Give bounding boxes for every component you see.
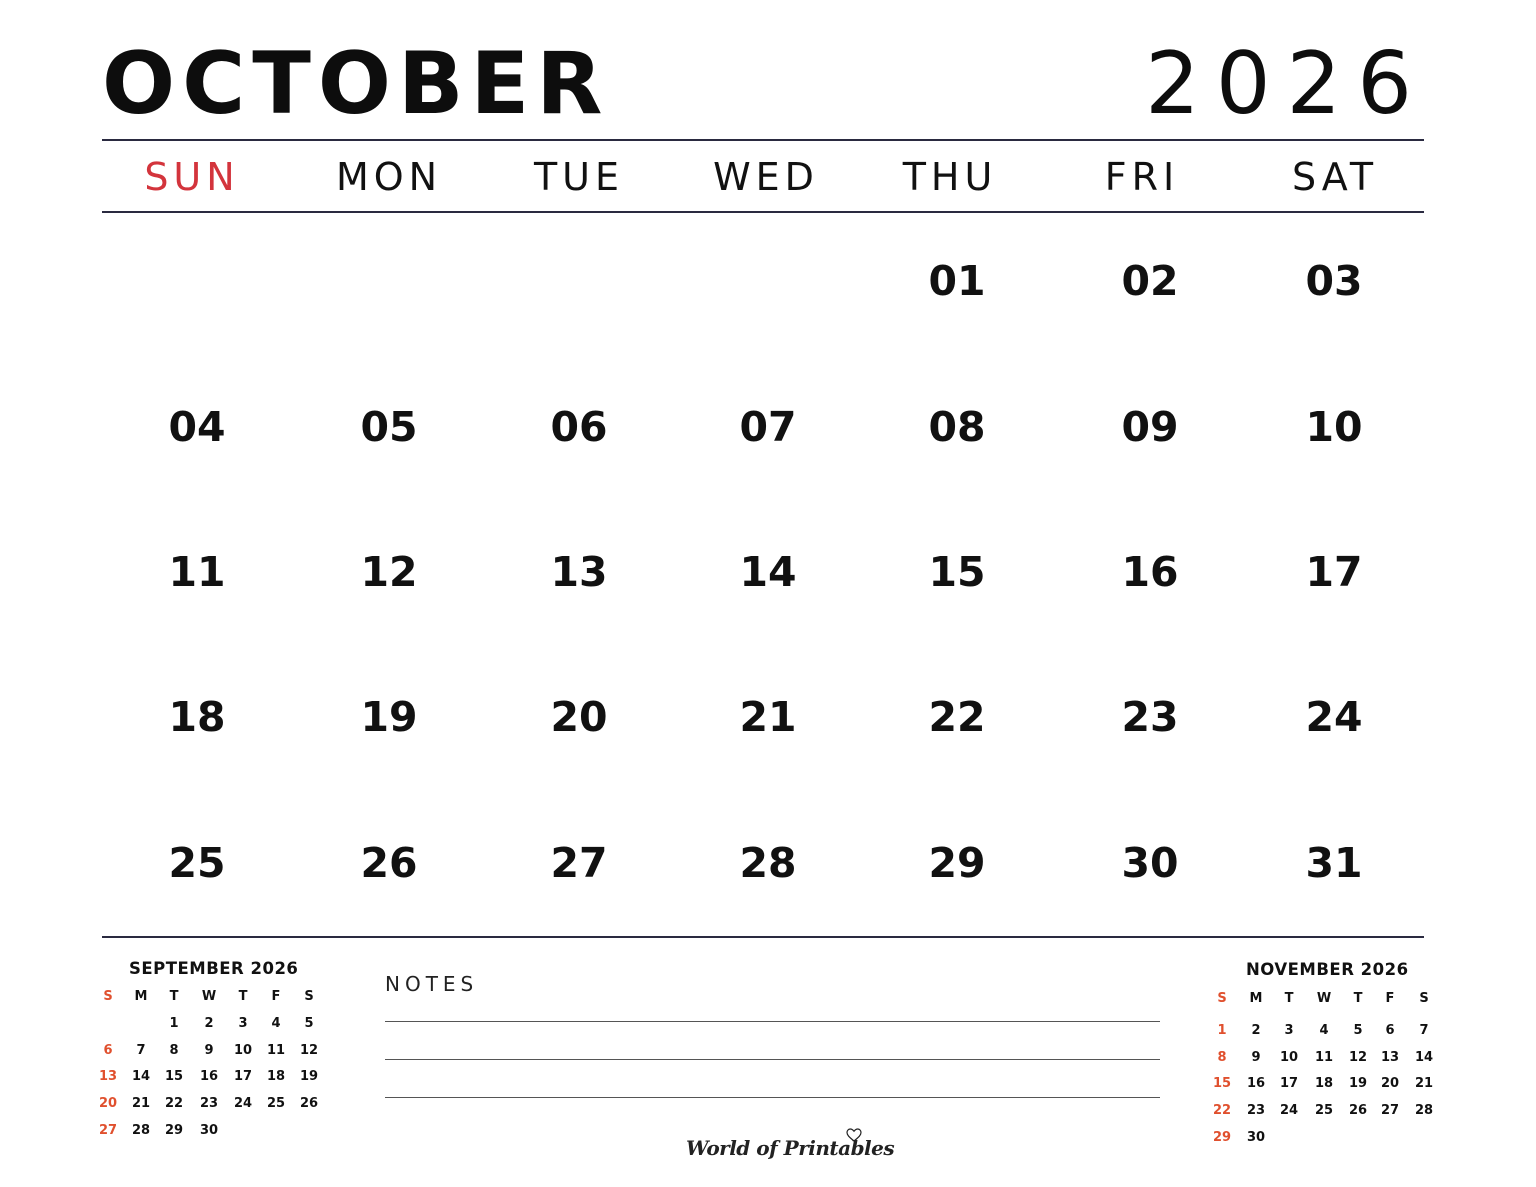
mini-weekday: T bbox=[169, 989, 179, 1004]
mini-day-cell: 14 bbox=[1414, 1049, 1434, 1065]
mini-day-cell: 22 bbox=[164, 1096, 184, 1112]
mini-day-cell: 7 bbox=[136, 1042, 146, 1058]
weekday-wed: WED bbox=[713, 155, 819, 199]
mini-day-cell: 8 bbox=[169, 1042, 179, 1058]
mini-day-cell: 16 bbox=[199, 1069, 219, 1085]
mini-day-cell: 28 bbox=[131, 1122, 151, 1138]
day-cell: 29 bbox=[928, 839, 986, 887]
mini-day-cell: 12 bbox=[299, 1042, 319, 1058]
mini-day-cell: 19 bbox=[1348, 1076, 1368, 1092]
mini-day-cell: 26 bbox=[299, 1096, 319, 1112]
mini-day-cell: 3 bbox=[1284, 1023, 1294, 1038]
mini-day-cell: 25 bbox=[1314, 1103, 1334, 1119]
mini-day-cell: 17 bbox=[1279, 1076, 1299, 1092]
day-cell: 17 bbox=[1305, 548, 1363, 596]
day-cell: 20 bbox=[550, 693, 608, 741]
mini-weekday: T bbox=[1353, 991, 1363, 1006]
mini-calendar-title: SEPTEMBER 2026 bbox=[129, 959, 299, 978]
mini-day-cell: 11 bbox=[1314, 1049, 1334, 1065]
weekday-sat: SAT bbox=[1291, 155, 1379, 199]
day-cell: 09 bbox=[1121, 403, 1179, 451]
mini-day-cell: 22 bbox=[1212, 1103, 1232, 1119]
day-cell: 24 bbox=[1305, 693, 1363, 741]
mini-day-cell: 23 bbox=[199, 1096, 219, 1112]
weekday-tue: TUE bbox=[533, 155, 625, 199]
mini-day-cell: 25 bbox=[266, 1096, 286, 1112]
mini-day-cell: 9 bbox=[204, 1042, 214, 1058]
weekday-sun: SUN bbox=[144, 155, 240, 199]
day-cell: 08 bbox=[928, 403, 986, 451]
weekday-header-row bbox=[102, 141, 1424, 211]
weekday-fri: FRI bbox=[1104, 155, 1180, 199]
mini-day-cell: 1 bbox=[1217, 1023, 1227, 1038]
day-cell: 05 bbox=[360, 403, 418, 451]
mini-day-cell: 9 bbox=[1251, 1049, 1261, 1065]
mini-day-cell: 18 bbox=[1314, 1076, 1334, 1092]
mini-weekday: S bbox=[103, 989, 113, 1004]
mini-day-cell: 24 bbox=[233, 1096, 253, 1112]
mini-day-cell: 13 bbox=[98, 1069, 118, 1085]
mini-day-cell: 10 bbox=[1279, 1049, 1299, 1065]
mini-day-cell: 24 bbox=[1279, 1103, 1299, 1119]
day-cell: 19 bbox=[360, 693, 418, 741]
mini-day-cell: 15 bbox=[1212, 1076, 1232, 1092]
day-cell: 31 bbox=[1305, 839, 1363, 887]
mini-day-cell: 30 bbox=[199, 1122, 219, 1138]
day-cell: 27 bbox=[550, 839, 608, 887]
day-cell: 30 bbox=[1121, 839, 1179, 887]
day-cell: 21 bbox=[739, 693, 797, 741]
day-cell: 23 bbox=[1121, 693, 1179, 741]
mini-day-cell: 27 bbox=[98, 1122, 118, 1138]
heart-icon bbox=[846, 1128, 862, 1142]
mini-weekday: S bbox=[1419, 991, 1429, 1006]
header-bottom-rule bbox=[102, 211, 1424, 213]
mini-weekday: F bbox=[271, 989, 281, 1004]
day-cell: 07 bbox=[739, 403, 797, 451]
mini-day-cell: 29 bbox=[1212, 1129, 1232, 1145]
day-cell: 13 bbox=[550, 548, 608, 596]
mini-day-cell: 16 bbox=[1246, 1076, 1266, 1092]
month-title: OCTOBER bbox=[102, 34, 610, 134]
day-cell: 01 bbox=[928, 257, 986, 305]
mini-day-cell: 10 bbox=[233, 1042, 253, 1058]
day-cell: 04 bbox=[168, 403, 226, 451]
mini-day-cell: 14 bbox=[131, 1069, 151, 1085]
brand-logo-text: World of Printables bbox=[686, 1136, 895, 1160]
mini-day-cell: 20 bbox=[1380, 1076, 1400, 1092]
day-cell: 25 bbox=[168, 839, 226, 887]
day-cell: 14 bbox=[739, 548, 797, 596]
day-cell: 26 bbox=[360, 839, 418, 887]
mini-day-cell: 17 bbox=[233, 1069, 253, 1085]
day-cell: 10 bbox=[1305, 403, 1363, 451]
day-cell: 03 bbox=[1305, 257, 1363, 305]
mini-weekday: M bbox=[134, 989, 148, 1004]
day-cell: 18 bbox=[168, 693, 226, 741]
mini-weekday: T bbox=[238, 989, 248, 1004]
mini-day-cell: 23 bbox=[1246, 1103, 1266, 1119]
mini-day-cell: 28 bbox=[1414, 1103, 1434, 1119]
day-cell: 15 bbox=[928, 548, 986, 596]
mini-day-cell: 6 bbox=[1385, 1023, 1395, 1038]
day-cell: 12 bbox=[360, 548, 418, 596]
mini-day-cell: 2 bbox=[204, 1016, 214, 1031]
day-cell: 16 bbox=[1121, 548, 1179, 596]
mini-weekday: S bbox=[304, 989, 314, 1004]
mini-day-cell: 2 bbox=[1251, 1023, 1261, 1038]
mini-day-cell: 19 bbox=[299, 1069, 319, 1085]
mini-day-cell: 1 bbox=[169, 1016, 179, 1031]
footer-rule bbox=[102, 936, 1424, 938]
mini-weekday: T bbox=[1284, 991, 1294, 1006]
mini-weekday: M bbox=[1249, 991, 1263, 1006]
mini-day-cell: 29 bbox=[164, 1122, 184, 1138]
note-line bbox=[385, 1059, 1160, 1060]
mini-day-cell: 15 bbox=[164, 1069, 184, 1085]
mini-day-cell: 7 bbox=[1419, 1023, 1429, 1038]
mini-day-cell: 5 bbox=[304, 1016, 314, 1031]
day-cell: 28 bbox=[739, 839, 797, 887]
mini-day-cell: 13 bbox=[1380, 1049, 1400, 1065]
mini-weekday: W bbox=[201, 989, 217, 1004]
weekday-thu: THU bbox=[902, 155, 998, 199]
mini-day-cell: 26 bbox=[1348, 1103, 1368, 1119]
mini-weekday: S bbox=[1217, 991, 1227, 1006]
mini-day-cell: 4 bbox=[1319, 1023, 1329, 1038]
mini-day-cell: 3 bbox=[238, 1016, 248, 1031]
mini-day-cell: 27 bbox=[1380, 1103, 1400, 1119]
mini-day-cell: 6 bbox=[103, 1042, 113, 1058]
mini-day-cell: 30 bbox=[1246, 1129, 1266, 1145]
mini-weekday: W bbox=[1316, 991, 1332, 1006]
mini-day-cell: 21 bbox=[1414, 1076, 1434, 1092]
mini-calendar-title: NOVEMBER 2026 bbox=[1246, 960, 1409, 979]
mini-day-cell: 20 bbox=[98, 1096, 118, 1112]
mini-day-cell: 4 bbox=[271, 1016, 281, 1031]
mini-day-cell: 12 bbox=[1348, 1049, 1368, 1065]
note-line bbox=[385, 1021, 1160, 1022]
note-line bbox=[385, 1097, 1160, 1098]
day-cell: 22 bbox=[928, 693, 986, 741]
notes-label: NOTES bbox=[385, 972, 479, 996]
weekday-mon: MON bbox=[335, 155, 443, 199]
calendar-grid bbox=[102, 214, 1424, 936]
mini-day-cell: 21 bbox=[131, 1096, 151, 1112]
mini-day-cell: 5 bbox=[1353, 1023, 1363, 1038]
mini-day-cell: 18 bbox=[266, 1069, 286, 1085]
day-cell: 02 bbox=[1121, 257, 1179, 305]
mini-day-cell: 11 bbox=[266, 1042, 286, 1058]
year-title: 2026 bbox=[1145, 34, 1428, 134]
day-cell: 06 bbox=[550, 403, 608, 451]
mini-weekday: F bbox=[1385, 991, 1395, 1006]
mini-day-cell: 8 bbox=[1217, 1049, 1227, 1065]
day-cell: 11 bbox=[168, 548, 226, 596]
